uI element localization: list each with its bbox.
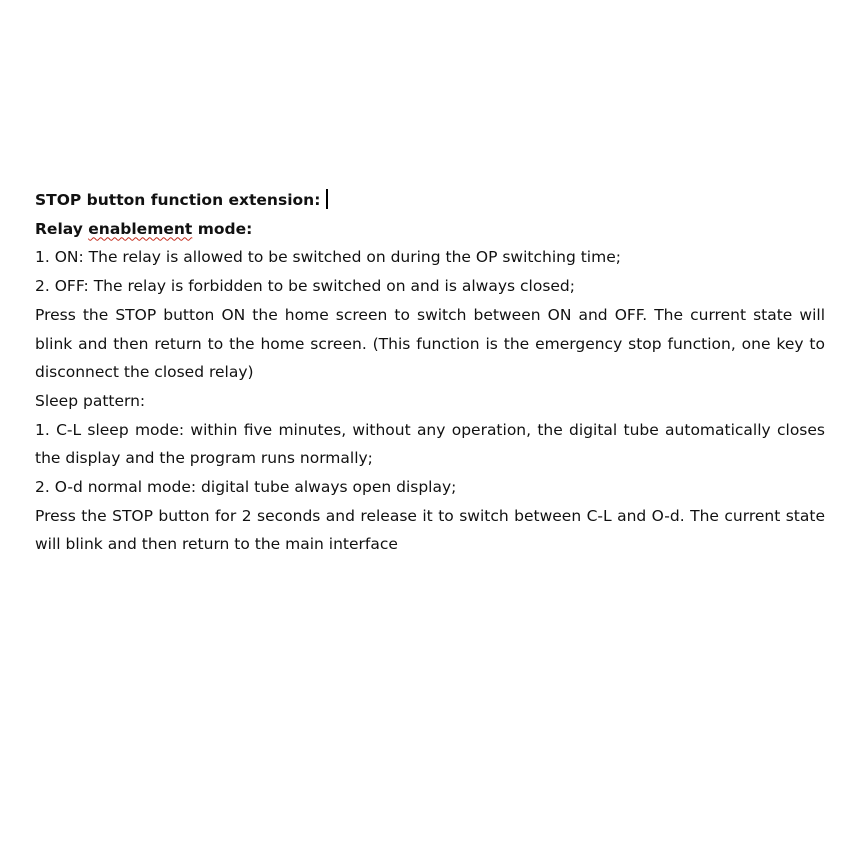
sleep-pattern-heading: Sleep pattern: [35,391,146,410]
sleep-od-item: 2. O-d normal mode: digital tube always open display; [35,478,457,497]
relay-off-item: 2. OFF: The relay is forbidden to be switched on and is always closed; [35,277,575,296]
spellcheck-word-enablement[interactable]: enablement [88,219,193,238]
relay-instructions-paragraph: Press the STOP button ON the home screen to switch between ON and OFF. The current state will blink and then return to the home screen. (This function is the emergency stop function, one key to disconnect the closed relay) [35,305,825,382]
subheading-line [35,215,825,244]
document-body[interactable] [35,186,825,559]
heading-line [35,186,825,215]
sleep-instructions-paragraph: Press the STOP button for 2 seconds and release it to switch between C-L and O-d. The current state will blink and then return to the main interface [35,506,825,554]
relay-on-item: 1. ON: The relay is allowed to be switched on during the OP switching time; [35,248,621,267]
heading-text: STOP button function extension: [35,191,321,209]
sleep-cl-item: 1. C-L sleep mode: within five minutes, without any operation, the digital tube automatically closes the display and the program runs normally; [35,420,825,468]
subheading-word-mode: mode: [197,219,253,238]
subheading-word-relay: Relay [35,219,83,238]
text-cursor [326,189,328,209]
